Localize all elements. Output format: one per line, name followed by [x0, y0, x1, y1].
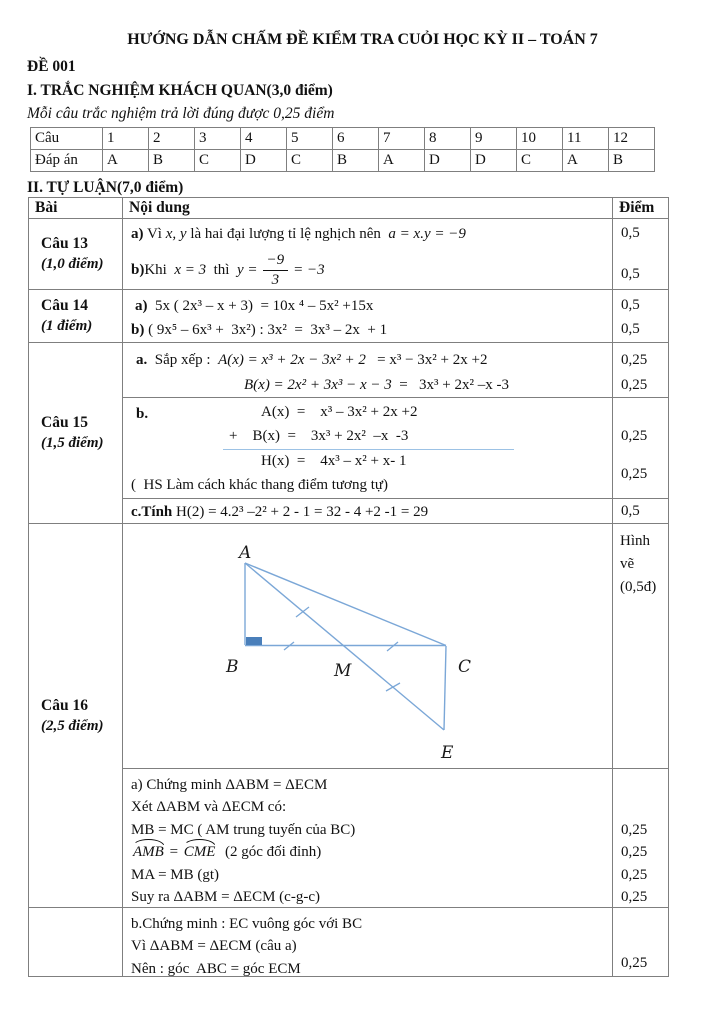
- answer-value: C: [195, 150, 241, 172]
- cau16b-score-cell: [613, 908, 669, 977]
- cau16-label: Câu 16: [41, 696, 88, 714]
- cau13-line-b: [131, 252, 610, 289]
- cau16b-content-cell: [123, 908, 613, 977]
- page-title: HƯỚNG DẪN CHẤM ĐỀ KIỂM TRA CUỎI HỌC KỲ II – TOÁN 7: [127, 31, 598, 48]
- question-number: 1: [103, 128, 149, 150]
- question-number: 2: [149, 128, 195, 150]
- cau16b-label-cell: [29, 908, 123, 977]
- exam-code: ĐỀ 001: [27, 58, 76, 75]
- answer-table-answer-row: [31, 150, 655, 172]
- cau13-a-text1: Vì: [143, 226, 166, 242]
- figure-score-line: Hình: [620, 533, 650, 549]
- cau14-b-marker: b): [131, 322, 145, 338]
- section-2-heading: II. TỰ LUẬN(7,0 điểm): [27, 179, 184, 196]
- cau13-a-text2: là hai đại lượng tỉ lệ nghịch nên: [186, 226, 389, 242]
- score: 0,5: [621, 225, 640, 241]
- cau13-b-math1: x = 3: [174, 262, 207, 278]
- cau15a-score-cell: [613, 343, 669, 398]
- score: 0,25: [621, 844, 648, 861]
- question-number: 4: [241, 128, 287, 150]
- score: 0,25: [621, 466, 648, 482]
- score: 0,25: [621, 352, 648, 368]
- answer-value: A: [563, 150, 609, 172]
- cau15a-line2: [244, 373, 610, 398]
- cau15-label: Câu 15: [41, 414, 88, 431]
- question-number: 5: [287, 128, 333, 150]
- header-diem: Điểm: [613, 198, 669, 219]
- answer-table-header: Câu: [31, 128, 103, 150]
- cau16-figure-cell: [123, 524, 613, 769]
- cau16a-line: MA = MB (gt): [131, 866, 220, 883]
- cau13-score-cell: [613, 219, 669, 290]
- section-1-note: Mỗi câu trắc nghiệm trả lời đúng được 0,25 điểm: [27, 105, 335, 122]
- cau13-b-marker: b): [131, 262, 145, 278]
- vertex-label-E: E: [441, 743, 454, 763]
- cau15-b-marker: b.: [136, 406, 149, 422]
- vertex-label-B: B: [226, 657, 239, 677]
- answer-table: [30, 127, 655, 172]
- score: 0,25: [621, 955, 648, 971]
- vertex-label-A: A: [239, 543, 252, 563]
- cau13-b-text2: thì: [206, 262, 237, 278]
- score: 0,5: [621, 297, 640, 313]
- score: 0,25: [621, 866, 648, 883]
- cau15-c-text: H(2) = 4.2³ –2² + 2 - 1 = 32 - 4 +2 -1 = 29: [172, 504, 429, 520]
- fraction: [263, 252, 289, 289]
- figure-score-line: vẽ: [620, 556, 635, 572]
- fraction-numerator: −9: [263, 252, 289, 271]
- cau16a-angle-line: [131, 841, 610, 863]
- cau13-a-math2: a = x.y = −9: [388, 226, 466, 242]
- sum-rule-line: [223, 449, 514, 450]
- score: 0,5: [621, 321, 640, 337]
- cau13-line-a: [131, 223, 610, 246]
- right-angle-marker: [246, 637, 262, 645]
- cau16a-line: Xét ΔABM và ΔECM có:: [131, 799, 287, 816]
- answer-row-label: Đáp án: [31, 150, 103, 172]
- question-number: 12: [609, 128, 655, 150]
- essay-table: [28, 197, 669, 977]
- cau15-label-cell: [29, 343, 123, 524]
- cau16b-line: Nên : góc ABC = góc ECM: [131, 960, 301, 977]
- cau13-b-math2: y =: [236, 262, 258, 278]
- cau15-b-line2: + B(x) = 3x³ + 2x² –x -3: [229, 428, 409, 444]
- answer-value: A: [103, 150, 149, 172]
- score: 0,25: [621, 888, 648, 905]
- cau14-a-text: 5x ( 2x³ – x + 3) = 10x ⁴ – 5x² +15x: [147, 298, 374, 314]
- cau15-b-line1: A(x) = x³ – 3x² + 2x +2: [261, 404, 418, 420]
- cau15b-score-cell: [613, 398, 669, 499]
- answer-value: D: [241, 150, 287, 172]
- cau13-a-marker: a): [131, 226, 144, 242]
- cau13-points: (1,0 điểm): [41, 256, 104, 272]
- score: 0,25: [621, 428, 648, 444]
- cau15-a-rest1: = x³ − 3x² + 2x +2: [365, 352, 488, 368]
- cau14-score-cell: [613, 290, 669, 343]
- answer-value: B: [333, 150, 379, 172]
- cau15c-score-cell: [613, 499, 669, 524]
- cau15b-content-cell: [123, 398, 613, 499]
- cau15-a-math2: B(x) = 2x² + 3x³ − x − 3: [244, 377, 392, 393]
- fraction-denominator: 3: [271, 272, 280, 288]
- section-1-heading: I. TRẮC NGHIỆM KHÁCH QUAN(3,0 điểm): [27, 82, 333, 99]
- cau14-label: Câu 14: [41, 297, 88, 314]
- cau15-a-marker: a.: [136, 352, 148, 368]
- cau15-c-marker: c.Tính: [131, 504, 173, 520]
- cau14-a-marker: a): [135, 298, 148, 314]
- cau13-label-cell: [29, 219, 123, 290]
- answer-table-question-row: [31, 128, 655, 150]
- cau15-b-note: ( HS Làm cách khác thang điểm tương tự): [131, 477, 389, 493]
- question-number: 8: [425, 128, 471, 150]
- angle-note: (2 góc đối đỉnh): [217, 844, 322, 861]
- cau13-b-math3: = −3: [293, 262, 325, 278]
- cau16a-line: Suy ra ΔABM = ΔECM (c-g-c): [131, 889, 320, 906]
- triangle-figure: [123, 524, 612, 767]
- vertex-label-C: C: [458, 657, 472, 677]
- cau15-a-text: Sắp xếp :: [147, 352, 219, 368]
- question-number: 7: [379, 128, 425, 150]
- angle-arc-CME: CME: [182, 841, 218, 863]
- cau15a-content-cell: [123, 343, 613, 398]
- answer-value: C: [517, 150, 563, 172]
- cau15c-content-cell: [123, 499, 613, 524]
- cau14-content-cell: [123, 290, 613, 343]
- cau16-label-cell: [29, 524, 123, 908]
- score: 0,25: [621, 822, 648, 838]
- answer-value: B: [149, 150, 195, 172]
- question-number: 3: [195, 128, 241, 150]
- cau15-points: (1,5 điểm): [41, 435, 104, 451]
- equals: =: [165, 844, 182, 861]
- question-number: 6: [333, 128, 379, 150]
- answer-value: D: [425, 150, 471, 172]
- cau15a-line1: [131, 348, 610, 373]
- cau14-line-b: [131, 318, 610, 342]
- cau14-points: (1 điểm): [41, 318, 93, 334]
- cau14-line-a: [131, 294, 610, 318]
- cau16a-line: a) Chứng minh ΔABM = ΔECM: [131, 777, 328, 793]
- figure-score-line: (0,5đ): [620, 579, 657, 595]
- angle-arc-AMB: AMB: [131, 841, 166, 863]
- header-noi-dung: Nội dung: [123, 198, 613, 219]
- answer-value: D: [471, 150, 517, 172]
- score: 0,25: [621, 377, 648, 393]
- cau13-content-cell: [123, 219, 613, 290]
- answer-value: B: [609, 150, 655, 172]
- score: 0,5: [621, 266, 640, 282]
- answer-value: C: [287, 150, 333, 172]
- cau13-b-text1: Khi: [144, 262, 175, 278]
- cau16-figure-score-cell: [613, 524, 669, 769]
- cau16b-line: b.Chứng minh : EC vuông góc với BC: [131, 916, 363, 932]
- cau15-b-line3: H(x) = 4x³ – x² + x- 1: [261, 453, 407, 469]
- cau16-points: (2,5 điểm): [41, 717, 104, 734]
- cau16b-line: Vì ΔABM = ΔECM (câu a): [131, 938, 297, 955]
- cau13-a-math1: x, y: [165, 226, 187, 242]
- cau14-label-cell: [29, 290, 123, 343]
- question-number: 9: [471, 128, 517, 150]
- cau13-label: Câu 13: [41, 235, 88, 252]
- cau16a-score-cell: [613, 769, 669, 908]
- score: 0,5: [621, 503, 640, 519]
- cau15-a-math1: A(x) = x³ + 2x − 3x² + 2: [218, 352, 366, 368]
- question-number: 10: [517, 128, 563, 150]
- cau16a-content-cell: [123, 769, 613, 908]
- cau16a-line: MB = MC ( AM trung tuyến của BC): [131, 821, 356, 838]
- question-number: 11: [563, 128, 609, 150]
- cau15-a-rest2: = 3x³ + 2x² –x -3: [391, 377, 509, 393]
- vertex-label-M: M: [334, 661, 352, 681]
- answer-value: A: [379, 150, 425, 172]
- header-bai: Bài: [29, 198, 123, 219]
- cau14-b-text: ( 9x⁵ – 6x³ + 3x²) : 3x² = 3x³ – 2x + 1: [144, 322, 388, 338]
